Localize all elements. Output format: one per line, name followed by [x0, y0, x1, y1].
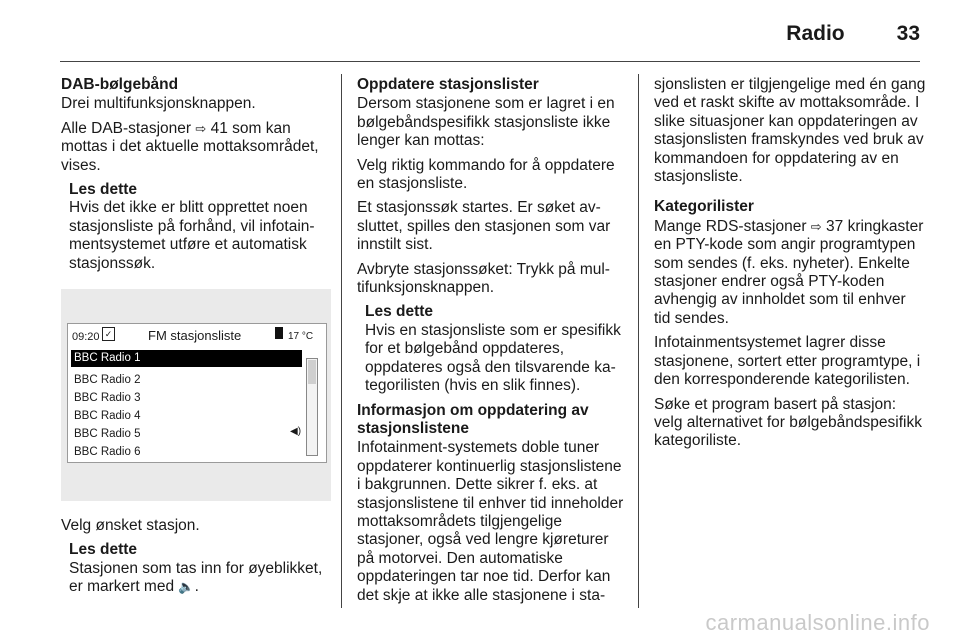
speaker-icon: ◀)	[290, 426, 302, 438]
column-1	[61, 76, 331, 603]
station-list-item[interactable]: BBC Radio 6	[74, 446, 141, 459]
note-box	[69, 541, 331, 596]
speaker-icon: 🔈	[178, 579, 195, 595]
station-list-item[interactable]: BBC Radio 3	[74, 392, 141, 405]
checkbox-icon: ✓	[102, 327, 115, 341]
paragraph: Mange RDS-stasjoner ⇨ 37 kringkaster en PTY-kode som angir programtypen som sendes (f. eks. nyheter). Enkelte stasjoner endrer også PTY-koden avhengig av innholdet som til enhver tid sendes.	[654, 217, 924, 327]
page-ref[interactable]: 37	[826, 217, 844, 235]
column-2	[357, 76, 627, 611]
scrollbar-thumb[interactable]	[308, 360, 316, 384]
page-number: 33	[896, 22, 920, 45]
watermark: carmanualsonline.info	[705, 610, 930, 635]
note-title: Les dette	[365, 303, 434, 321]
note-text: Hvis det ikke er blitt opprettet noen stasjonsliste på forhånd, vil infotainmentsystemet utføre et automatisk stasjonssøk.	[69, 199, 315, 272]
paragraph: Infotainmentsystemet lagrer disse stasjonene, sortert etter programtype, i den korresponderende kategorilisten.	[654, 334, 921, 389]
station-list-item[interactable]: BBC Radio 5	[74, 428, 141, 441]
column-divider-1	[341, 74, 342, 608]
paragraph: Avbryte stasjonssøket: Trykk på multifunksjonsknappen.	[357, 260, 610, 297]
note-text: Stasjonen som tas inn for øyeblikket, er markert med 🔈.	[69, 559, 323, 596]
paragraph: Alle DAB-stasjoner ⇨ 41 som kan mottas i det aktuelle mottaksområdet, vises.	[61, 119, 319, 174]
note-text: Hvis en stasjonsliste som er spesifikk for et bølgebånd oppdateres, oppdateres også den tilsvarende kategorilisten (hvis en slik finnes).	[365, 321, 621, 395]
heading-dab: DAB-bølgebånd	[61, 76, 179, 93]
paragraph: Et stasjonssøk startes. Er søket avsluttet, spilles den stasjonen som var innstilt sist.	[357, 199, 611, 254]
paragraph: Infotainment-systemets doble tuner oppdaterer kontinuerlig stasjonslistene i bakgrunnen. Dette sikrer f. eks. at stasjonslistene til enhver tid inneholder mottaksområdets tilgjengelige stasjoner, også ved lengre kjøreturer på motorvei. Den automatiske oppdateringen tar noe tid. Derfor kan det skje at ikke alle stasjonene i sta-	[357, 439, 624, 604]
header-rule	[60, 61, 920, 62]
screen-title: FM stasjonsliste	[148, 328, 242, 344]
station-list-item[interactable]: BBC Radio 1	[71, 350, 302, 367]
column-divider-2	[638, 74, 639, 608]
temperature: 17 °C	[288, 331, 314, 343]
page-header	[786, 22, 920, 46]
heading-categories: Kategorilister	[654, 198, 754, 216]
ref-arrow-icon: ⇨	[810, 218, 822, 234]
heading-info: Informasjon om oppdatering av stasjonslistene	[357, 401, 589, 437]
paragraph: Dersom stasjonene som er lagret i en bølgebåndspesifikk stasjonsliste ikke lenger kan mottas:	[357, 95, 615, 150]
note-title: Les dette	[69, 541, 138, 559]
note-box	[69, 181, 331, 273]
station-list-item[interactable]: BBC Radio 2	[74, 374, 141, 387]
paragraph: Velg riktig kommando for å oppdatere en stasjonsliste.	[357, 156, 615, 193]
note-box	[365, 303, 627, 395]
battery-icon	[275, 327, 283, 339]
clock: 09:20	[72, 331, 100, 344]
scrollbar[interactable]	[306, 358, 318, 456]
ref-arrow-icon: ⇨	[195, 120, 207, 136]
paragraph: Drei multifunksjonsknappen.	[61, 95, 256, 113]
paragraph: Velg ønsket stasjon.	[61, 517, 200, 535]
heading-update: Oppdatere stasjonslister	[357, 76, 539, 93]
station-list-item[interactable]: BBC Radio 4	[74, 410, 141, 423]
page-title: Radio	[786, 22, 845, 45]
note-title: Les dette	[69, 181, 138, 199]
station-list-screenshot	[61, 289, 331, 501]
paragraph: Søke et program basert på stasjon: velg alternativet for bølgebåndspesifikk kategoriliste.	[654, 395, 922, 450]
paragraph: sjonslisten er tilgjengelige med én gang ved et raskt skifte av mottaksområde. I slike situasjoner kan oppdateringen av stasjonslisten framskyndes ved bruk av kommandoen for oppdatering av en stasjonsliste.	[654, 76, 926, 186]
display-screen	[67, 323, 327, 463]
page-ref[interactable]: 41	[210, 119, 228, 137]
column-3	[654, 76, 926, 457]
